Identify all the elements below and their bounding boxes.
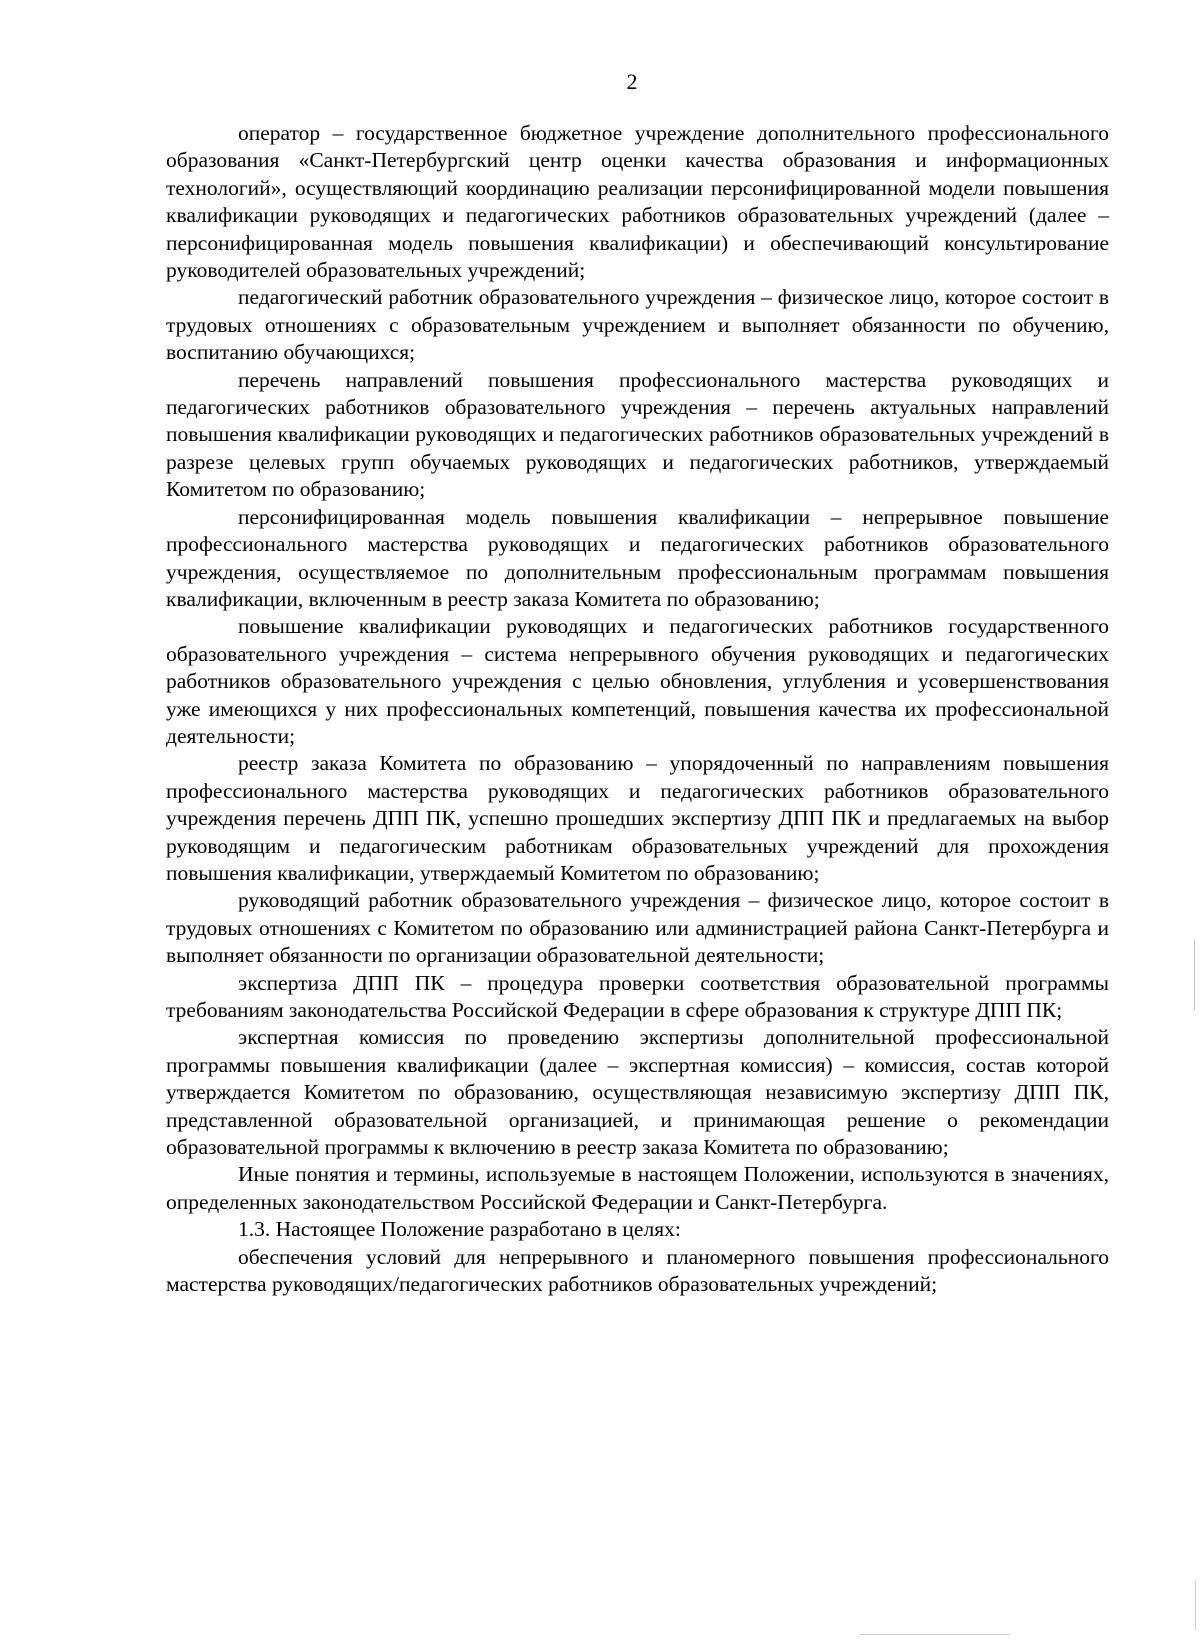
paragraph-directions-list: перечень направлений повышения профессионального мастерства руководящих и педагогических работников образовательного учреждения – перечень актуальных направлений повышения квалификации руководящих и педагогических работников образовательных учреждений в разрезе целевых групп обучаемых руководящих и педагогических работников, утверждаемый Комитетом по образованию; bbox=[166, 367, 1109, 502]
paragraph-other-terms: Иные понятия и термины, используемые в настоящем Положении, используются в значениях, определенных законодательством Российской Федерации и Санкт-Петербурга. bbox=[166, 1162, 1109, 1214]
paragraph-order-registry: реестр заказа Комитета по образованию – упорядоченный по направлениям повышения профессионального мастерства руководящих и педагогических работников образовательного учреждения перечень ДПП ПК, успешно прошедших экспертизу ДПП ПК и предлагаемых на выбор руководящим и педагогическим работникам образовательных учреждений для прохождения повышения квалификации, утверждаемый Комитетом по образованию; bbox=[166, 751, 1109, 885]
scan-artifact-right-1 bbox=[1194, 940, 1195, 1010]
document-body bbox=[166, 120, 1109, 1298]
paragraph-managing-worker: руководящий работник образовательного учреждения – физическое лицо, которое состоит в трудовых отношениях с Комитетом по образованию или администрацией района Санкт-Петербурга и выполняет обязанности по организации образовательной деятельности; bbox=[166, 888, 1109, 968]
scan-artifact-bottom bbox=[860, 1634, 1010, 1635]
paragraph-section-1-3: 1.3. Настоящее Положение разработано в целях: bbox=[238, 1217, 681, 1242]
paragraph-operator: оператор – государственное бюджетное учреждение дополнительного профессионального образования «Санкт-Петербургский центр оценки качества образования и информационных технологий», осуществляющий координацию реализации персонифицированной модели повышения квалификации руководящих и педагогических работников образовательных учреждений (далее – персонифицированная модель повышения квалификации) и обеспечивающий консультирование руководителей образовательных учреждений; bbox=[166, 121, 1109, 283]
scan-artifact-right-2 bbox=[1195, 1580, 1196, 1630]
page-number: 2 bbox=[626, 69, 638, 94]
paragraph-pedagogical-worker: педагогический работник образовательного учреждения – физическое лицо, которое состоит в трудовых отношениях с образовательным учреждением и выполняет обязанности по обучению, воспитанию обучающихся; bbox=[166, 285, 1109, 365]
paragraph-ensuring-conditions: обеспечения условий для непрерывного и планомерного повышения профессионального мастерства руководящих/педагогических работников образовательных учреждений; bbox=[166, 1244, 1109, 1297]
paragraph-qualification-upgrade: повышение квалификации руководящих и педагогических работников государственного образовательного учреждения – система непрерывного обучения руководящих и педагогических работников образовательного учреждения с целью обновления, углубления и усовершенствования уже имеющихся у них профессиональных компетенций, повышения качества их профессиональной деятельности; bbox=[166, 614, 1109, 748]
paragraph-personified-model: персонифицированная модель повышения квалификации – непрерывное повышение профессионального мастерства руководящих и педагогических работников образовательного учреждения, осуществляемое по дополнительным профессиональным программам повышения квалификации, включенным в реестр заказа Комитета по образованию; bbox=[166, 504, 1109, 611]
paragraph-expert-commission: экспертная комиссия по проведению экспертизы дополнительной профессиональной программы повышения квалификации (далее – экспертная комиссия) – комиссия, состав которой утверждается Комитетом по образованию, осуществляющая независимую экспертизу ДПП ПК, представленной образовательной организацией, и принимающая решение о рекомендации образовательной программы к включению в реестр заказа Комитета по образованию; bbox=[166, 1025, 1109, 1160]
paragraph-dpp-expertise: экспертиза ДПП ПК – процедура проверки соответствия образовательной программы требованиям законодательства Российской Федерации в сфере образования к структуре ДПП ПК; bbox=[166, 970, 1109, 1022]
